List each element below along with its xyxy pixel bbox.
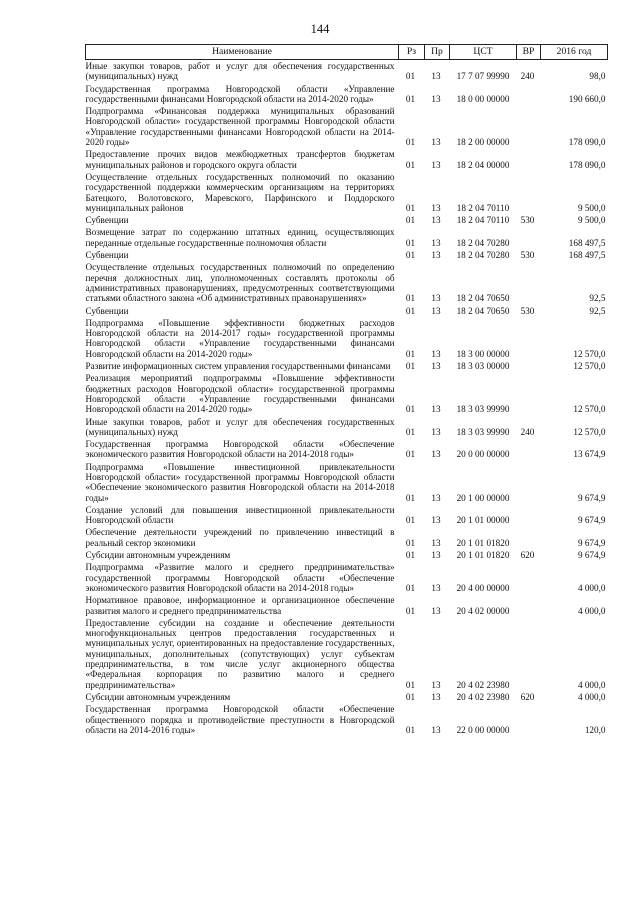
row-sum-2016: 4 000,0 (577, 582, 606, 593)
row-sum-2016: 12 570,0 (573, 361, 606, 372)
row-name: Иные закупки товаров, работ и услуг для обеспечения государственных (муниципальных) нужд (85, 61, 395, 82)
row-cst: 18 3 03 00000 (456, 361, 510, 372)
row-pr: 13 (431, 582, 441, 593)
row-vr (517, 171, 541, 214)
row-cst: 18 2 04 70280 (456, 250, 510, 261)
row-name: Нормативное правовое, информационное и организационное обеспечение развития малого и среднего предпринимательства (85, 595, 395, 616)
table-row (86, 549, 608, 561)
row-cst: 18 2 00 00000 (456, 137, 510, 148)
table-row (86, 360, 608, 372)
page-number: 144 (310, 22, 330, 36)
row-sum-2016: 9 674,9 (577, 515, 606, 526)
table-row (86, 83, 608, 106)
row-name: Субсидии автономным учреждениям (85, 550, 231, 561)
row-sum-2016: 92,5 (589, 293, 606, 304)
row-sum-2016: 9 674,9 (577, 537, 606, 548)
row-cst: 20 4 02 23980 (456, 679, 510, 690)
row-pr: 13 (431, 550, 441, 561)
row-cst: 18 2 04 70110 (456, 215, 510, 226)
row-cst: 18 2 04 70650 (456, 293, 510, 304)
row-rz: 01 (405, 515, 416, 526)
row-cst: 20 0 00 00000 (456, 449, 510, 460)
row-cst: 20 1 01 01820 (456, 537, 510, 548)
row-vr: 530 (520, 215, 535, 226)
header-name: Наименование (86, 45, 399, 60)
row-rz: 01 (405, 137, 416, 148)
row-cst: 20 4 02 23980 (456, 691, 510, 702)
row-vr (517, 105, 541, 148)
row-pr: 13 (431, 348, 441, 359)
row-sum-2016: 9 674,9 (577, 492, 606, 503)
row-sum-2016: 120,0 (584, 724, 606, 735)
row-rz: 01 (405, 305, 416, 316)
row-pr: 13 (431, 202, 441, 213)
row-rz: 01 (405, 679, 416, 690)
row-name: Государственная программа Новгородской области «Обеспечение экономического развития Новгородской области на 2014-2018 годы» (85, 439, 395, 460)
row-sum-2016: 13 674,9 (573, 449, 606, 460)
row-rz: 01 (405, 250, 416, 261)
table-row (86, 261, 608, 304)
row-sum-2016: 178 090,0 (568, 137, 606, 148)
row-vr (517, 526, 541, 549)
row-sum-2016: 4 000,0 (577, 679, 606, 690)
row-pr: 13 (431, 305, 441, 316)
table-row (86, 594, 608, 617)
table-row (86, 214, 608, 226)
row-name: Субвенции (85, 250, 129, 261)
table-row (86, 148, 608, 171)
row-name: Подпрограмма «Повышение эффективности бюджетных расходов Новгородской области на 2014-2017 годы» государственной программы Новгородской области «Управление государственными финансами Новгородской области на 2014-2020 годы» (85, 317, 395, 359)
row-vr (517, 83, 541, 106)
table-row (86, 171, 608, 214)
row-vr: 530 (520, 250, 535, 261)
row-cst: 18 2 04 70280 (456, 237, 510, 248)
header-rz: Рз (399, 45, 425, 60)
row-cst: 18 3 00 00000 (456, 348, 510, 359)
row-sum-2016: 9 500,0 (577, 202, 606, 213)
row-pr: 13 (431, 537, 441, 548)
row-rz: 01 (405, 449, 416, 460)
row-rz: 01 (405, 93, 416, 104)
row-rz: 01 (405, 426, 416, 437)
row-pr: 13 (431, 492, 441, 503)
row-name: Осуществление отдельных государственных полномочий по определению перечня должностных лиц, уполномоченных составлять протоколы об административных правонарушениях, предусмотренных соответствующими статьями областного закона «Об административных правонарушениях» (85, 262, 395, 304)
row-pr: 13 (431, 361, 441, 372)
row-cst: 18 0 00 00000 (456, 93, 510, 104)
row-vr (517, 594, 541, 617)
row-vr (517, 372, 541, 415)
row-rz: 01 (405, 492, 416, 503)
table-row (86, 226, 608, 249)
row-vr (517, 617, 541, 691)
row-name: Подпрограмма «Финансовая поддержка муниципальных образований Новгородской области» государственной программы Новгородской области «Управление государственными финансами Новгородской области на 2014-2020 годы» (85, 106, 395, 148)
table-row (86, 461, 608, 504)
row-sum-2016: 12 570,0 (573, 348, 606, 359)
row-vr (517, 703, 541, 736)
row-rz: 01 (405, 348, 416, 359)
row-rz: 01 (405, 404, 416, 415)
row-vr (517, 317, 541, 360)
row-vr: 620 (520, 691, 535, 702)
table-row (86, 416, 608, 439)
row-cst: 20 1 01 01820 (456, 550, 510, 561)
table-row (86, 249, 608, 261)
row-name: Обеспечение деятельности учреждений по привлечению инвестиций в реальный сектор экономики (85, 527, 395, 548)
row-vr: 620 (520, 550, 535, 561)
table-row (86, 617, 608, 691)
table-row (86, 305, 608, 317)
row-pr: 13 (431, 404, 441, 415)
row-cst: 20 1 00 00000 (456, 492, 510, 503)
row-rz: 01 (405, 537, 416, 548)
row-sum-2016: 190 660,0 (568, 93, 606, 104)
row-cst: 20 4 02 00000 (456, 605, 510, 616)
row-name: Осуществление отдельных государственных полномочий по оказанию государственной поддержки коммерческим организациям на территориях Батецкого, Волотовского, Маревского, Парфинского и Поддорского муниципальных районов (85, 171, 395, 213)
row-vr (517, 148, 541, 171)
row-sum-2016: 98,0 (589, 71, 606, 82)
row-vr (517, 226, 541, 249)
table-row (86, 60, 608, 83)
row-rz: 01 (405, 293, 416, 304)
row-rz: 01 (405, 550, 416, 561)
row-rz: 01 (405, 215, 416, 226)
row-vr: 530 (520, 305, 535, 316)
row-rz: 01 (405, 724, 416, 735)
row-cst: 22 0 00 00000 (456, 724, 510, 735)
row-cst: 18 2 04 70650 (456, 305, 510, 316)
table-row (86, 317, 608, 360)
row-cst: 18 2 04 70110 (456, 202, 510, 213)
row-sum-2016: 9 500,0 (577, 215, 606, 226)
row-name: Подпрограмма «Повышение инвестиционной привлекательности Новгородской области» государственной программы Новгородской области «Обеспечение экономического развития Новгородской области на 2014-2018 годы» (85, 461, 395, 503)
row-name: Государственная программа Новгородской области «Управление государственными финансами Новгородской области на 2014-2020 годы» (85, 83, 395, 104)
row-rz: 01 (405, 159, 416, 170)
row-pr: 13 (431, 691, 441, 702)
row-cst: 18 3 03 99990 (456, 404, 510, 415)
row-pr: 13 (431, 159, 441, 170)
table-body (86, 60, 608, 737)
row-name: Предоставление субсидии на создание и обеспечение деятельности многофункциональных центров предоставления государственных и муниципальных услуг, ориентированных на предоставление государственных, муниципальных, дополнительных (сопутствующих) услуг субъектам предпринимательства, в том числе услуг акционерного общества «Федеральная корпорация по развитию малого и среднего предпринимательства» (85, 617, 395, 690)
row-name: Иные закупки товаров, работ и услуг для обеспечения государственных (муниципальных) нужд (85, 416, 395, 437)
row-sum-2016: 12 570,0 (573, 426, 606, 437)
row-sum-2016: 168 497,5 (568, 237, 606, 248)
header-vr: ВР (517, 45, 541, 60)
header-cst: ЦСТ (450, 45, 517, 60)
row-name: Возмещение затрат по содержанию штатных единиц, осуществляющих переданные отдельные государственные полномочия области (85, 227, 395, 248)
row-rz: 01 (405, 202, 416, 213)
row-pr: 13 (431, 515, 441, 526)
row-vr (517, 561, 541, 594)
header-pr: Пр (425, 45, 450, 60)
row-vr (517, 360, 541, 372)
row-vr (517, 504, 541, 527)
header-sum-2016: 2016 год (541, 45, 608, 60)
table-row (86, 526, 608, 549)
row-sum-2016: 92,5 (589, 305, 606, 316)
row-vr (517, 461, 541, 504)
row-rz: 01 (405, 691, 416, 702)
row-pr: 13 (431, 237, 441, 248)
row-rz: 01 (405, 361, 416, 372)
row-pr: 13 (431, 426, 441, 437)
row-pr: 13 (431, 215, 441, 226)
table-row (86, 372, 608, 415)
row-rz: 01 (405, 582, 416, 593)
row-cst: 18 2 04 00000 (456, 159, 510, 170)
row-pr: 13 (431, 137, 441, 148)
row-name: Субвенции (85, 215, 129, 226)
row-vr (517, 438, 541, 461)
row-pr: 13 (431, 679, 441, 690)
row-pr: 13 (431, 724, 441, 735)
budget-table (85, 44, 608, 736)
table-row (86, 504, 608, 527)
row-pr: 13 (431, 71, 441, 82)
row-rz: 01 (405, 237, 416, 248)
row-vr (517, 261, 541, 304)
row-pr: 13 (431, 449, 441, 460)
row-rz: 01 (405, 71, 416, 82)
row-name: Субсидии автономным учреждениям (85, 691, 231, 702)
row-cst: 17 7 07 99990 (456, 71, 510, 82)
row-sum-2016: 12 570,0 (573, 404, 606, 415)
row-cst: 18 3 03 99990 (456, 426, 510, 437)
row-sum-2016: 9 674,9 (577, 550, 606, 561)
row-sum-2016: 178 090,0 (568, 159, 606, 170)
row-name: Создание условий для повышения инвестиционной привлекательности Новгородской области (85, 504, 395, 526)
row-name: Подпрограмма «Развитие малого и среднего предпринимательства» государственной программы Новгородской области «Обеспечение экономического развития Новгородской области на 2014-2018 годы» (85, 562, 395, 593)
row-pr: 13 (431, 605, 441, 616)
row-rz: 01 (405, 605, 416, 616)
row-name: Субвенции (85, 305, 129, 316)
table-row (86, 691, 608, 703)
table-row (86, 703, 608, 736)
row-name: Предоставление прочих видов межбюджетных трансфертов бюджетам муниципальных районов и городского округа области (85, 149, 395, 170)
row-pr: 13 (431, 250, 441, 261)
table-header-row (86, 45, 608, 60)
table-row (86, 105, 608, 148)
row-sum-2016: 4 000,0 (577, 605, 606, 616)
row-name: Реализация мероприятий подпрограммы «Повышение эффективности бюджетных расходов Новгородской области» государственной программы Новгородской области «Управление государственными финансами Новгородской области на 2014-2020 годы» (85, 373, 395, 415)
row-pr: 13 (431, 293, 441, 304)
row-pr: 13 (431, 93, 441, 104)
row-cst: 20 1 01 00000 (456, 515, 510, 526)
row-sum-2016: 168 497,5 (568, 250, 606, 261)
row-name: Государственная программа Новгородской области «Обеспечение общественного порядка и противодействие преступности в Новгородской области на 2014-2016 годы» (85, 704, 395, 735)
table-row (86, 438, 608, 461)
table-row (86, 561, 608, 594)
row-vr: 240 (520, 426, 535, 437)
row-name: Развитие информационных систем управления государственными финансами (85, 361, 391, 372)
row-cst: 20 4 00 00000 (456, 582, 510, 593)
row-vr: 240 (520, 71, 535, 82)
row-sum-2016: 4 000,0 (577, 691, 606, 702)
